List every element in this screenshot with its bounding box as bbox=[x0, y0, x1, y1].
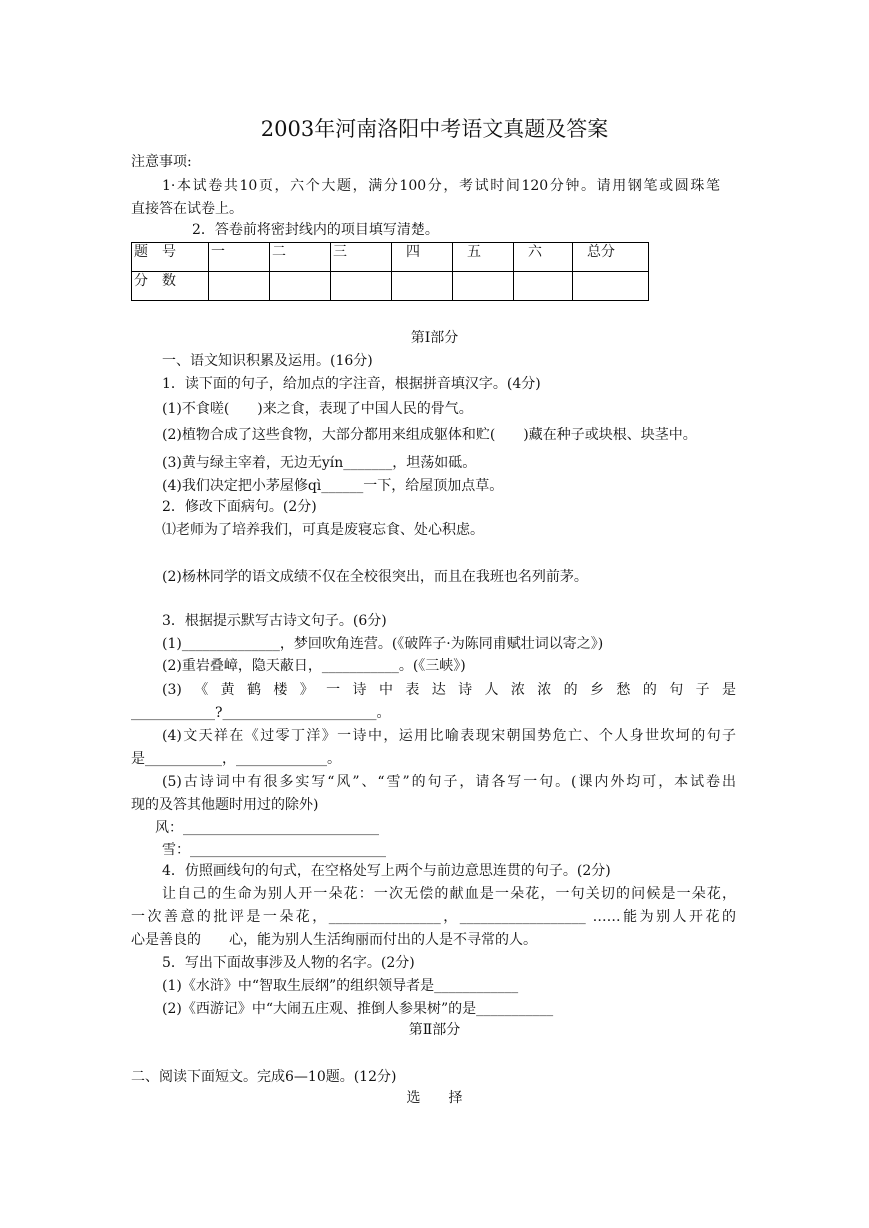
q3-wind-line: 风：____________________________ bbox=[155, 820, 379, 836]
section1-heading: 一、语文知识积累及运用。(16分) bbox=[162, 353, 373, 369]
score-cell[interactable] bbox=[453, 272, 514, 301]
score-cell[interactable] bbox=[514, 272, 573, 301]
q1-sentence-1: (1)不食嗟( )来之食，表现了中国人民的骨气。 bbox=[162, 401, 473, 417]
q3-snow-line: 雪：____________________________ bbox=[162, 842, 386, 858]
essay-title: 选 择 bbox=[406, 1090, 463, 1106]
q3-item-2: (2)重岩叠嶂，隐天蔽日，___________。(《三峡》) bbox=[162, 658, 466, 674]
score-cell[interactable] bbox=[209, 272, 270, 301]
q2-stem: 2．修改下面病句。(2分) bbox=[162, 499, 317, 515]
q3-item-4-cont: 是___________，_____________。 bbox=[131, 751, 341, 767]
score-header-cell: 三 bbox=[331, 243, 392, 272]
q4-stem: 4．仿照画线句的句式，在空格处写上两个与前边意思连贯的句子。(2分) bbox=[162, 863, 611, 879]
q2-sentence-1: ⑴老师为了培养我们，可真是废寝忘食、处心积虑。 bbox=[162, 522, 484, 538]
section2-heading: 二、阅读下面短文。完成6—10题。(12分) bbox=[131, 1069, 397, 1085]
q4-paragraph-3: 心是善良的 心，能为别人生活绚丽而付出的人是不寻常的人。 bbox=[131, 932, 537, 948]
q3-item-3-cont: ____________?______________________。 bbox=[131, 705, 391, 721]
notes-item-1-cont: 直接答在试卷上。 bbox=[131, 201, 243, 217]
score-table-header-row bbox=[132, 243, 649, 272]
q1-sentence-4: (4)我们决定把小茅屋修qì______一下，给屋顶加点草。 bbox=[162, 478, 504, 494]
q4-paragraph-2: 一次善意的批评是一朵花，________________，__________________ ……能为别人开花的 bbox=[131, 909, 736, 925]
q5-stem: 5．写出下面故事涉及人物的名字。(2分) bbox=[162, 955, 415, 971]
part2-heading: 第Ⅱ部分 bbox=[408, 1022, 461, 1038]
q5-item-1: (1)《水浒》中“智取生辰纲”的组织领导者是____________ bbox=[162, 978, 519, 994]
score-header-cell: 一 bbox=[209, 243, 270, 272]
notes-heading: 注意事项: bbox=[131, 154, 192, 170]
notes-item-2: 2．答卷前将密封线内的项目填写清楚。 bbox=[192, 222, 439, 238]
part1-heading: 第Ⅰ部分 bbox=[410, 330, 459, 346]
score-table-score-row bbox=[132, 272, 649, 301]
q3-item-3: (3)《黄鹤楼》一诗中表达诗人浓浓的乡愁的句子是 bbox=[162, 682, 736, 698]
score-header-cell: 五 bbox=[453, 243, 514, 272]
q1-sentence-3: (3)黄与绿主宰着，无边无yín_______，坦荡如砥。 bbox=[162, 455, 477, 471]
score-header-cell: 总分 bbox=[573, 243, 649, 272]
q1-stem: 1．读下面的句子，给加点的字注音，根据拼音填汉字。(4分) bbox=[162, 376, 541, 392]
notes-item-1: 1·本试卷共10页，六个大题，满分100分，考试时间120分钟。请用钢笔或圆珠笔 bbox=[162, 178, 720, 194]
q5-item-2: (2)《西游记》中“大闹五庄观、推倒人参果树”的是___________ bbox=[162, 1001, 554, 1017]
score-row-label: 分 数 bbox=[132, 272, 209, 301]
score-cell[interactable] bbox=[331, 272, 392, 301]
q1-sentence-2: (2)植物合成了这些食物，大部分都用来组成躯体和贮( )藏在种子或块根、块茎中。 bbox=[162, 427, 697, 443]
score-header-cell: 六 bbox=[514, 243, 573, 272]
q3-item-4: (4)文天祥在《过零丁洋》一诗中，运用比喻表现宋朝国势危亡、个人身世坎坷的句子 bbox=[162, 728, 736, 744]
q3-item-5-cont: 现的及答其他题时用过的除外) bbox=[131, 797, 319, 813]
q4-paragraph-1: 让自己的生命为别人开一朵花：一次无偿的献血是一朵花，一句关切的问候是一朵花， bbox=[162, 886, 736, 902]
score-cell[interactable] bbox=[392, 272, 453, 301]
q3-item-1: (1)______________，梦回吹角连营。(《破阵子·为陈同甫赋壮词以寄之》) bbox=[162, 636, 604, 652]
score-cell[interactable] bbox=[270, 272, 331, 301]
score-header-cell: 二 bbox=[270, 243, 331, 272]
page-title: 2003年河南洛阳中考语文真题及答案 bbox=[260, 117, 609, 141]
score-cell[interactable] bbox=[573, 272, 649, 301]
score-header-cell: 四 bbox=[392, 243, 453, 272]
q2-sentence-2: (2)杨林同学的语文成绩不仅在全校很突出，而且在我班也名列前茅。 bbox=[162, 569, 588, 585]
score-table bbox=[131, 242, 649, 301]
q3-item-5: (5)古诗词中有很多实写“风”、“雪”的句子，请各写一句。(课内外均可，本试卷出 bbox=[162, 774, 736, 790]
q3-stem: 3．根据提示默写古诗文句子。(6分) bbox=[162, 613, 387, 629]
score-header-cell: 题 号 bbox=[132, 243, 209, 272]
